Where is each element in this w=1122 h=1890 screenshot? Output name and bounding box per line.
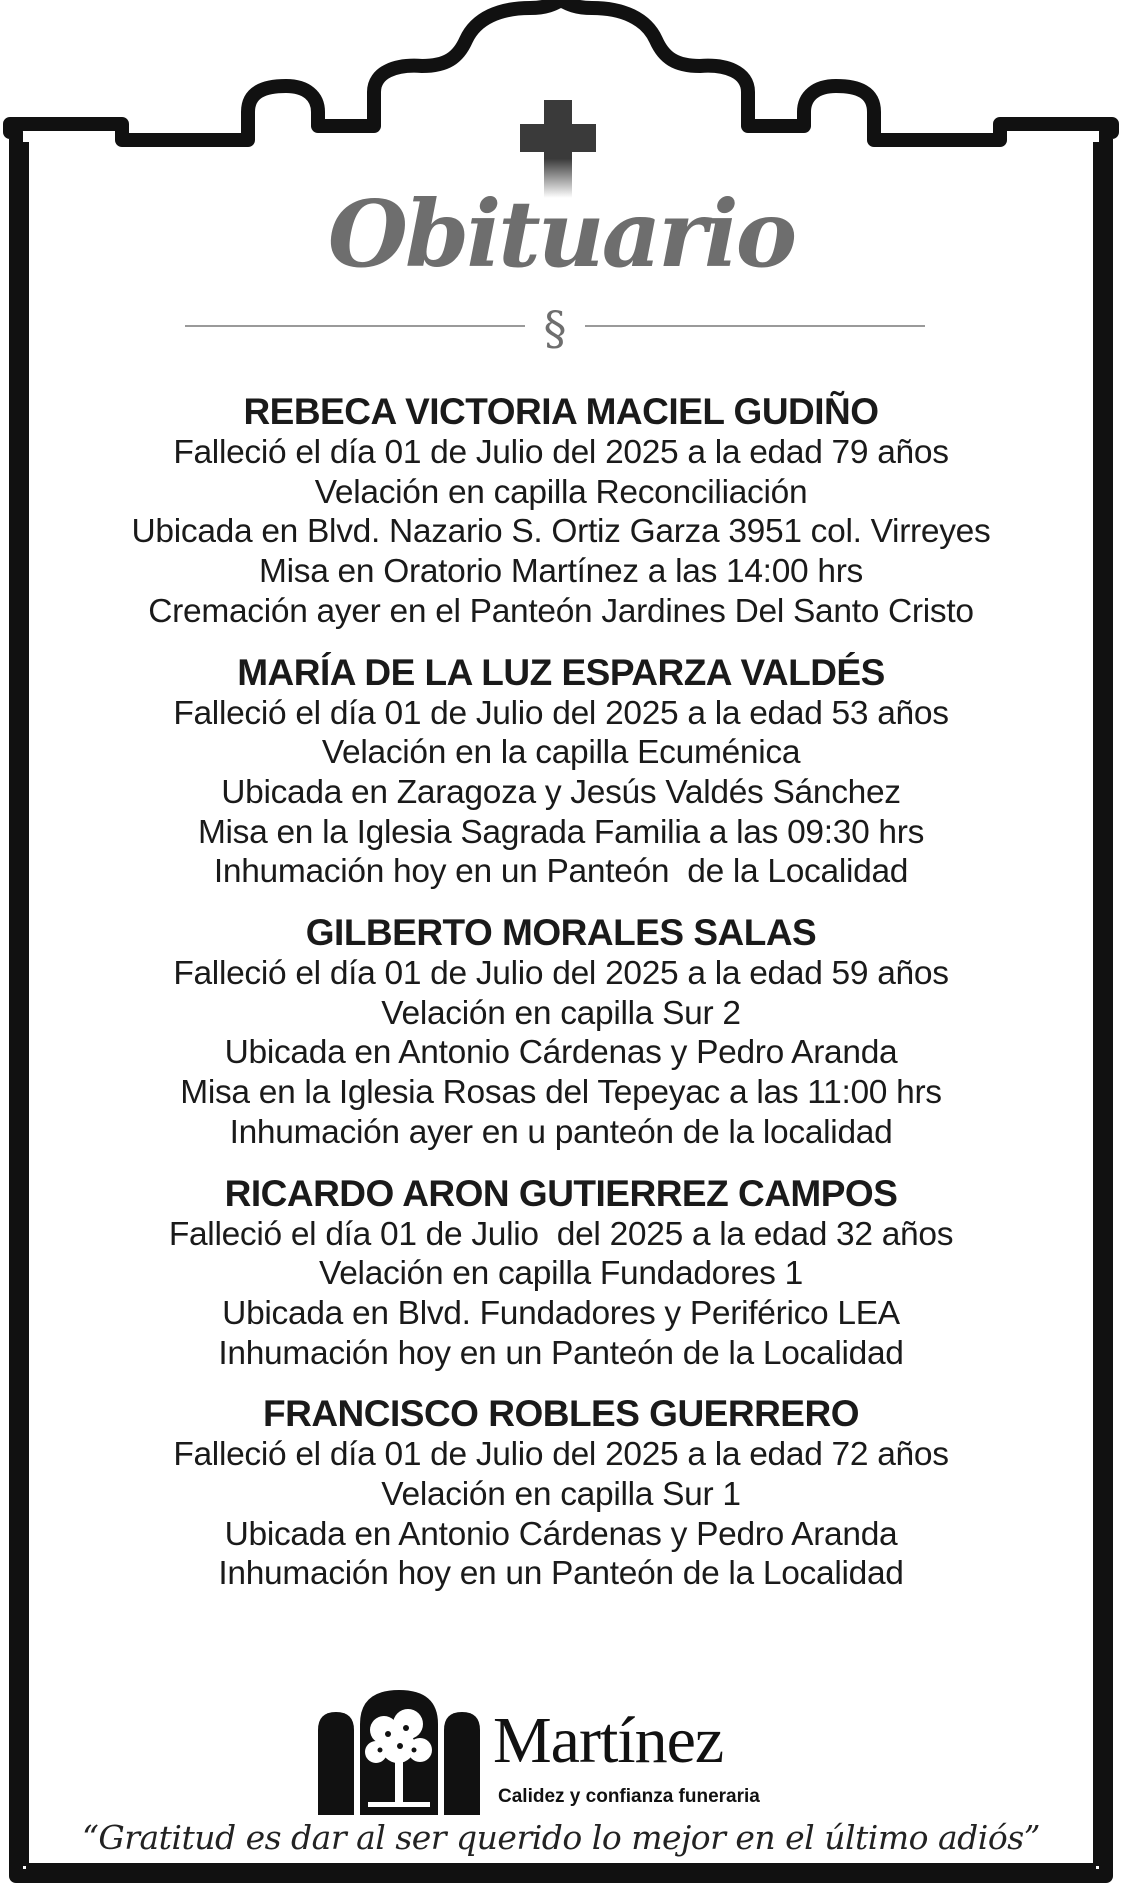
section-sign-icon: §	[543, 301, 567, 355]
page-title: Obituario	[327, 180, 795, 288]
entry-line: Velación en capilla Fundadores 1	[319, 1255, 803, 1293]
entry-line: Inhumación hoy en un Panteón de la Localidad	[213, 853, 909, 891]
entry-line: Falleció el día 01 de Julio del 2025 a la edad 59 años	[173, 955, 949, 993]
entry-line: Falleció el día 01 de Julio del 2025 a la edad 32 años	[168, 1215, 954, 1253]
entry-line: Ubicada en Zaragoza y Jesús Valdés Sánchez	[221, 773, 901, 811]
brand-name: Martínez	[493, 1704, 724, 1777]
brand-tagline: Calidez y confianza funeraria	[498, 1786, 760, 1807]
entry-line: Cremación ayer en el Panteón Jardines Del Santo Cristo	[148, 592, 974, 630]
funeral-home-brand	[318, 1690, 798, 1815]
closing-quote: “Gratitud es dar al ser querido lo mejor en el último adiós”	[81, 1818, 1041, 1857]
entry-line: Ubicada en Antonio Cárdenas y Pedro Aranda	[224, 1515, 898, 1553]
entry-line: Velación en capilla Reconciliación	[314, 473, 808, 511]
entry-line: Falleció el día 01 de Julio del 2025 a la edad 72 años	[173, 1436, 949, 1474]
entry-line: Inhumación ayer en u panteón de la localidad	[229, 1113, 893, 1151]
entry-line: Falleció el día 01 de Julio del 2025 a la edad 53 años	[173, 694, 949, 732]
obituary-list	[0, 390, 1122, 1613]
entry-line: Misa en Oratorio Martínez a las 14:00 hrs	[259, 553, 863, 591]
entry-line: Misa en la Iglesia Sagrada Familia a las 09:30 hrs	[197, 813, 925, 851]
entry-line: Ubicada en Blvd. Fundadores y Periférico LEA	[222, 1294, 900, 1332]
entry-line: Ubicada en Blvd. Nazario S. Ortiz Garza 3951 col. Virreyes	[131, 513, 991, 551]
entry-line: Velación en la capilla Ecuménica	[321, 734, 801, 772]
entry-line: Inhumación hoy en un Panteón de la Localidad	[218, 1334, 904, 1372]
obituary-entry	[0, 911, 1122, 1153]
deceased-name: FRANCISCO ROBLES GUERRERO	[263, 1393, 859, 1435]
obituary-entry	[0, 390, 1122, 632]
chapel-tree-emblem-icon	[318, 1690, 480, 1815]
deceased-name: REBECA VICTORIA MACIEL GUDIÑO	[243, 391, 879, 432]
entry-line: Velación en capilla Sur 1	[381, 1476, 741, 1514]
obituary-entry	[0, 1392, 1122, 1594]
entry-line: Misa en la Iglesia Rosas del Tepeyac a las 11:00 hrs	[180, 1074, 942, 1112]
entry-line: Falleció el día 01 de Julio del 2025 a la edad 79 años	[173, 434, 949, 471]
obituary-entry	[0, 651, 1122, 893]
title-divider	[185, 300, 925, 360]
entry-line: Inhumación hoy en un Panteón de la Localidad	[218, 1555, 904, 1593]
entry-line: Ubicada en Antonio Cárdenas y Pedro Aranda	[224, 1034, 898, 1072]
obituary-entry	[0, 1172, 1122, 1374]
deceased-name: RICARDO ARON GUTIERREZ CAMPOS	[224, 1172, 898, 1214]
entry-line: Velación en capilla Sur 2	[381, 994, 741, 1032]
deceased-name: MARÍA DE LA LUZ ESPARZA VALDÉS	[237, 651, 885, 693]
deceased-name: GILBERTO MORALES SALAS	[305, 912, 817, 954]
